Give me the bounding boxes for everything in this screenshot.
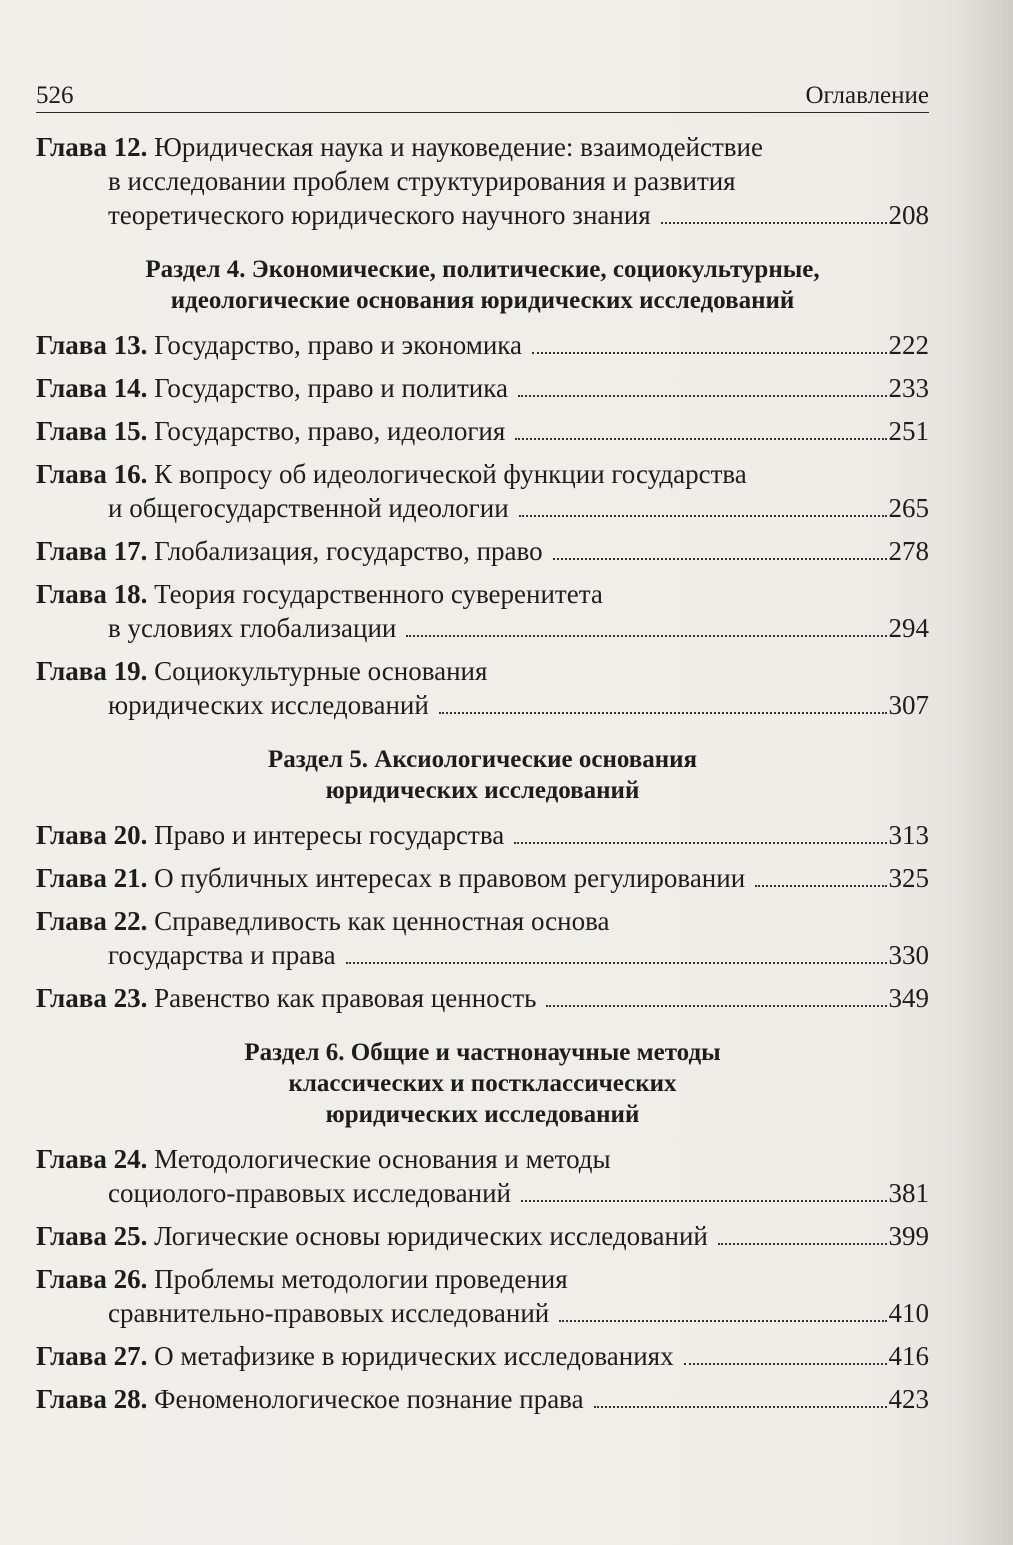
toc-entry-line — [36, 1219, 929, 1253]
label-spacer — [147, 1339, 154, 1373]
toc-entry-line — [36, 1339, 929, 1373]
section-heading-line: Раздел 5. Аксиологические основания — [267, 746, 698, 773]
label-spacer — [147, 861, 154, 895]
chapter-title-line: и общегосударственной идеологии — [108, 493, 509, 523]
page-ref: 251 — [888, 416, 929, 446]
label-spacer — [147, 1382, 154, 1416]
toc-entry-line — [36, 611, 929, 645]
chapter-label: Глава 14. — [36, 373, 148, 403]
chapter-label: Глава 17. — [36, 536, 148, 566]
toc-entry-line — [36, 491, 929, 525]
chapter-label: Глава 22. — [36, 906, 148, 936]
page-number: 526 — [36, 82, 74, 109]
toc-entry[interactable] — [36, 1219, 929, 1253]
chapter-title-line: О публичных интересах в правовом регулировании — [154, 863, 746, 893]
toc-entry-line — [36, 904, 929, 938]
toc-entry[interactable] — [36, 1382, 929, 1416]
toc-entry-line — [36, 164, 929, 198]
dot-leader — [518, 395, 887, 397]
label-spacer — [147, 328, 154, 362]
chapter-title-line: Государство, право и политика — [154, 373, 508, 403]
label-spacer — [147, 904, 154, 938]
section-heading-line: идеологические основания юридических исследований — [170, 287, 795, 314]
chapter-label: Глава 23. — [36, 983, 148, 1013]
chapter-title-line: Феноменологическое познание права — [154, 1384, 584, 1414]
page-ref: 313 — [888, 820, 929, 850]
table-of-contents — [36, 130, 929, 1425]
chapter-title-line: теоретического юридического научного знания — [108, 200, 651, 230]
label-spacer — [147, 130, 154, 164]
chapter-label: Глава 18. — [36, 579, 148, 609]
toc-entry[interactable] — [36, 1142, 929, 1210]
section-heading-line: юридических исследований — [325, 1101, 640, 1128]
section-heading-line: юридических исследований — [325, 777, 640, 804]
chapter-title-line: Глобализация, государство, право — [154, 536, 543, 566]
toc-entry-line — [36, 818, 929, 852]
label-spacer — [147, 1142, 154, 1176]
page-ref: 278 — [888, 536, 929, 566]
toc-entry-line — [36, 371, 929, 405]
dot-leader — [515, 438, 886, 440]
running-header — [36, 80, 929, 113]
toc-entry-line — [36, 861, 929, 895]
toc-entry[interactable] — [36, 818, 929, 852]
page-ref: 208 — [888, 200, 929, 230]
chapter-title-line: сравнительно-правовых исследований — [108, 1298, 550, 1328]
chapter-title-line: в исследовании проблем структурирования и развития — [108, 166, 736, 196]
label-spacer — [147, 577, 154, 611]
label-spacer — [147, 534, 154, 568]
chapter-title-line: Государство, право и экономика — [154, 330, 522, 360]
toc-entry-line — [36, 328, 929, 362]
chapter-title-line: Юридическая наука и науковедение: взаимодействие — [154, 132, 763, 162]
toc-entry-line — [36, 1176, 929, 1210]
chapter-label: Глава 21. — [36, 863, 148, 893]
toc-entry[interactable] — [36, 861, 929, 895]
label-spacer — [147, 1219, 154, 1253]
chapter-label: Глава 19. — [36, 656, 148, 686]
toc-entry-line — [36, 688, 929, 722]
toc-entry[interactable] — [36, 371, 929, 405]
chapter-label: Глава 28. — [36, 1384, 148, 1414]
toc-entry-line — [36, 198, 929, 232]
chapter-title-line: К вопросу об идеологической функции государства — [154, 459, 747, 489]
toc-entry[interactable] — [36, 981, 929, 1015]
section-heading-line: классических и постклассических — [288, 1070, 677, 1097]
chapter-title-line: Проблемы методологии проведения — [154, 1264, 568, 1294]
page-ref: 307 — [888, 690, 929, 720]
dot-leader — [553, 558, 887, 560]
dot-leader — [718, 1243, 887, 1245]
section-heading-line: Раздел 6. Общие и частнонаучные методы — [244, 1039, 721, 1066]
toc-entry[interactable] — [36, 457, 929, 525]
chapter-label: Глава 20. — [36, 820, 148, 850]
chapter-title-line: Равенство как правовая ценность — [154, 983, 537, 1013]
chapter-label: Глава 25. — [36, 1221, 148, 1251]
page-ref: 294 — [888, 613, 929, 643]
chapter-title-line: государства и права — [108, 940, 336, 970]
page-ref: 416 — [888, 1341, 929, 1371]
chapter-label: Глава 26. — [36, 1264, 148, 1294]
chapter-title-line: Логические основы юридических исследований — [154, 1221, 708, 1251]
page-ref: 349 — [888, 983, 929, 1013]
label-spacer — [147, 818, 154, 852]
toc-entry-line — [36, 1382, 929, 1416]
dot-leader — [521, 1200, 886, 1202]
page-ref: 410 — [888, 1298, 929, 1328]
dot-leader — [346, 962, 887, 964]
chapter-title-line: социолого-правовых исследований — [108, 1178, 512, 1208]
toc-entry[interactable] — [36, 130, 929, 232]
chapter-title-line: в условиях глобализации — [108, 613, 397, 643]
dot-leader — [594, 1406, 887, 1408]
chapter-title-line: Справедливость как ценностная основа — [154, 906, 610, 936]
chapter-title-line: Социокультурные основания — [154, 656, 488, 686]
page-ref: 325 — [888, 863, 929, 893]
toc-entry[interactable] — [36, 1339, 929, 1373]
toc-entry-line — [36, 534, 929, 568]
section-heading-line: Раздел 4. Экономические, политические, социокультурные, — [145, 256, 820, 283]
dot-leader — [406, 635, 886, 637]
toc-entry-line — [36, 577, 929, 611]
dot-leader — [684, 1363, 887, 1365]
toc-entry-line — [36, 1142, 929, 1176]
chapter-label: Глава 24. — [36, 1144, 148, 1174]
page-ref: 330 — [888, 940, 929, 970]
dot-leader — [546, 1005, 886, 1007]
dot-leader — [439, 712, 887, 714]
toc-entry-line — [36, 938, 929, 972]
toc-entry[interactable] — [36, 414, 929, 448]
chapter-title-line: Методологические основания и методы — [154, 1144, 611, 1174]
page-ref: 423 — [888, 1384, 929, 1414]
toc-entry[interactable] — [36, 654, 929, 722]
section-heading — [36, 254, 929, 316]
dot-leader — [755, 885, 886, 887]
page-ref: 399 — [888, 1221, 929, 1251]
toc-entry-line — [36, 457, 929, 491]
chapter-label: Глава 13. — [36, 330, 148, 360]
label-spacer — [147, 981, 154, 1015]
running-title: Оглавление — [805, 82, 929, 109]
page-ref: 265 — [888, 493, 929, 523]
label-spacer — [147, 1262, 154, 1296]
toc-entry-line — [36, 1296, 929, 1330]
toc-entry-line — [36, 130, 929, 164]
chapter-title-line: Теория государственного суверенитета — [154, 579, 603, 609]
section-heading — [36, 744, 929, 806]
chapter-title-line: О метафизике в юридических исследованиях — [154, 1341, 674, 1371]
page-ref: 233 — [888, 373, 929, 403]
toc-entry[interactable] — [36, 534, 929, 568]
label-spacer — [147, 654, 154, 688]
toc-entry-line — [36, 654, 929, 688]
chapter-title-line: юридических исследований — [108, 690, 429, 720]
chapter-label: Глава 27. — [36, 1341, 148, 1371]
chapter-label: Глава 15. — [36, 416, 148, 446]
chapter-label: Глава 16. — [36, 459, 148, 489]
chapter-label: Глава 12. — [36, 132, 148, 162]
chapter-title-line: Государство, право, идеология — [154, 416, 506, 446]
toc-entry-line — [36, 414, 929, 448]
toc-entry[interactable] — [36, 904, 929, 972]
dot-leader — [532, 352, 887, 354]
toc-entry-line — [36, 981, 929, 1015]
page-ref: 381 — [888, 1178, 929, 1208]
toc-entry-line — [36, 1262, 929, 1296]
toc-entry[interactable] — [36, 1262, 929, 1330]
dot-leader — [514, 842, 886, 844]
label-spacer — [147, 457, 154, 491]
label-spacer — [147, 371, 154, 405]
dot-leader — [559, 1320, 886, 1322]
label-spacer — [147, 414, 154, 448]
toc-entry[interactable] — [36, 328, 929, 362]
toc-entry[interactable] — [36, 577, 929, 645]
page-ref: 222 — [888, 330, 929, 360]
dot-leader — [661, 222, 887, 224]
section-heading — [36, 1037, 929, 1130]
chapter-title-line: Право и интересы государства — [154, 820, 505, 850]
dot-leader — [519, 515, 887, 517]
